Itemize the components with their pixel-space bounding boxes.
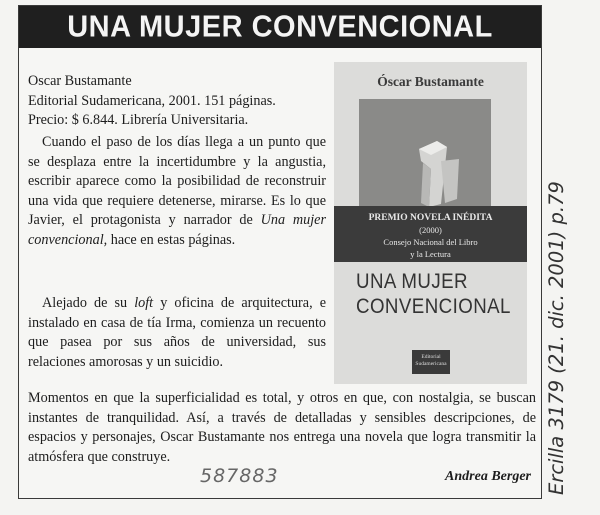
cover-title-line-1: UNA MUJER <box>356 269 468 293</box>
logo-line-2: Sudamericana <box>415 361 447 367</box>
article-title: UNA MUJER CONVENCIONAL <box>67 9 493 44</box>
review-paragraph-1 <box>28 133 326 251</box>
prize-line-3: Consejo Nacional del Libro <box>383 237 478 247</box>
meta-publisher: Editorial Sudamericana, 2001. 151 páginas. <box>28 92 276 109</box>
prize-line-4: y la Lectura <box>410 249 451 259</box>
prize-line-1: PREMIO NOVELA INÉDITA <box>368 213 493 223</box>
p2-text-end: y oficina de arquitectura, e instalado en casa de tía Irma, comienza un recuento que pasea por sus años de universidad, sus relaciones amorosas y un suicidio. <box>28 295 327 370</box>
review-paragraph-3: Momentos en que la superficialidad es total, y otros en que, con nostalgia, se buscan instantes de tranquilidad. Así, a través de detalladas y sensibles descripciones, de espacios y personajes, Oscar Bustamante nos entrega una novela que logra transmitir la atmósfera que construye. <box>28 390 536 465</box>
logo-line-1: Editorial <box>421 354 441 360</box>
clipping-frame <box>18 5 542 499</box>
prize-line-2: (2000) <box>419 225 442 235</box>
p1-text-end: hace en estas páginas. <box>107 231 236 248</box>
cover-title <box>356 269 511 319</box>
handwritten-source-note: Ercilla 3179 (21. dic. 2001) p.79 <box>545 181 568 495</box>
title-bar <box>19 6 541 48</box>
p2-italic: loft <box>134 295 154 311</box>
publisher-logo <box>412 350 450 374</box>
review-paragraph-2 <box>28 294 326 372</box>
handwritten-number: 587883 <box>200 465 279 487</box>
review-signature: Andrea Berger <box>445 469 531 484</box>
meta-price: Precio: $ 6.844. Librería Universitaria. <box>28 112 249 128</box>
meta-author: Oscar Bustamante <box>28 73 132 89</box>
book-meta <box>28 72 328 131</box>
cover-title-line-2: CONVENCIONAL <box>356 294 511 318</box>
p1-italic: Una mujer convencional, <box>28 212 326 248</box>
cover-author: Óscar Bustamante <box>377 74 484 89</box>
book-cover <box>334 62 527 384</box>
p1-text: Cuando el paso de los días llega a un punto que se desplaza entre la incertidumbre y la angustia, escribir aparece como la posibilidad de reconstruir una vida que requiere detenerse, mirarse. Es lo que Javier, el protagonista y narrador de <box>28 134 326 229</box>
p2-text: Alejado de su <box>42 295 135 311</box>
cover-prize-band <box>334 206 527 262</box>
